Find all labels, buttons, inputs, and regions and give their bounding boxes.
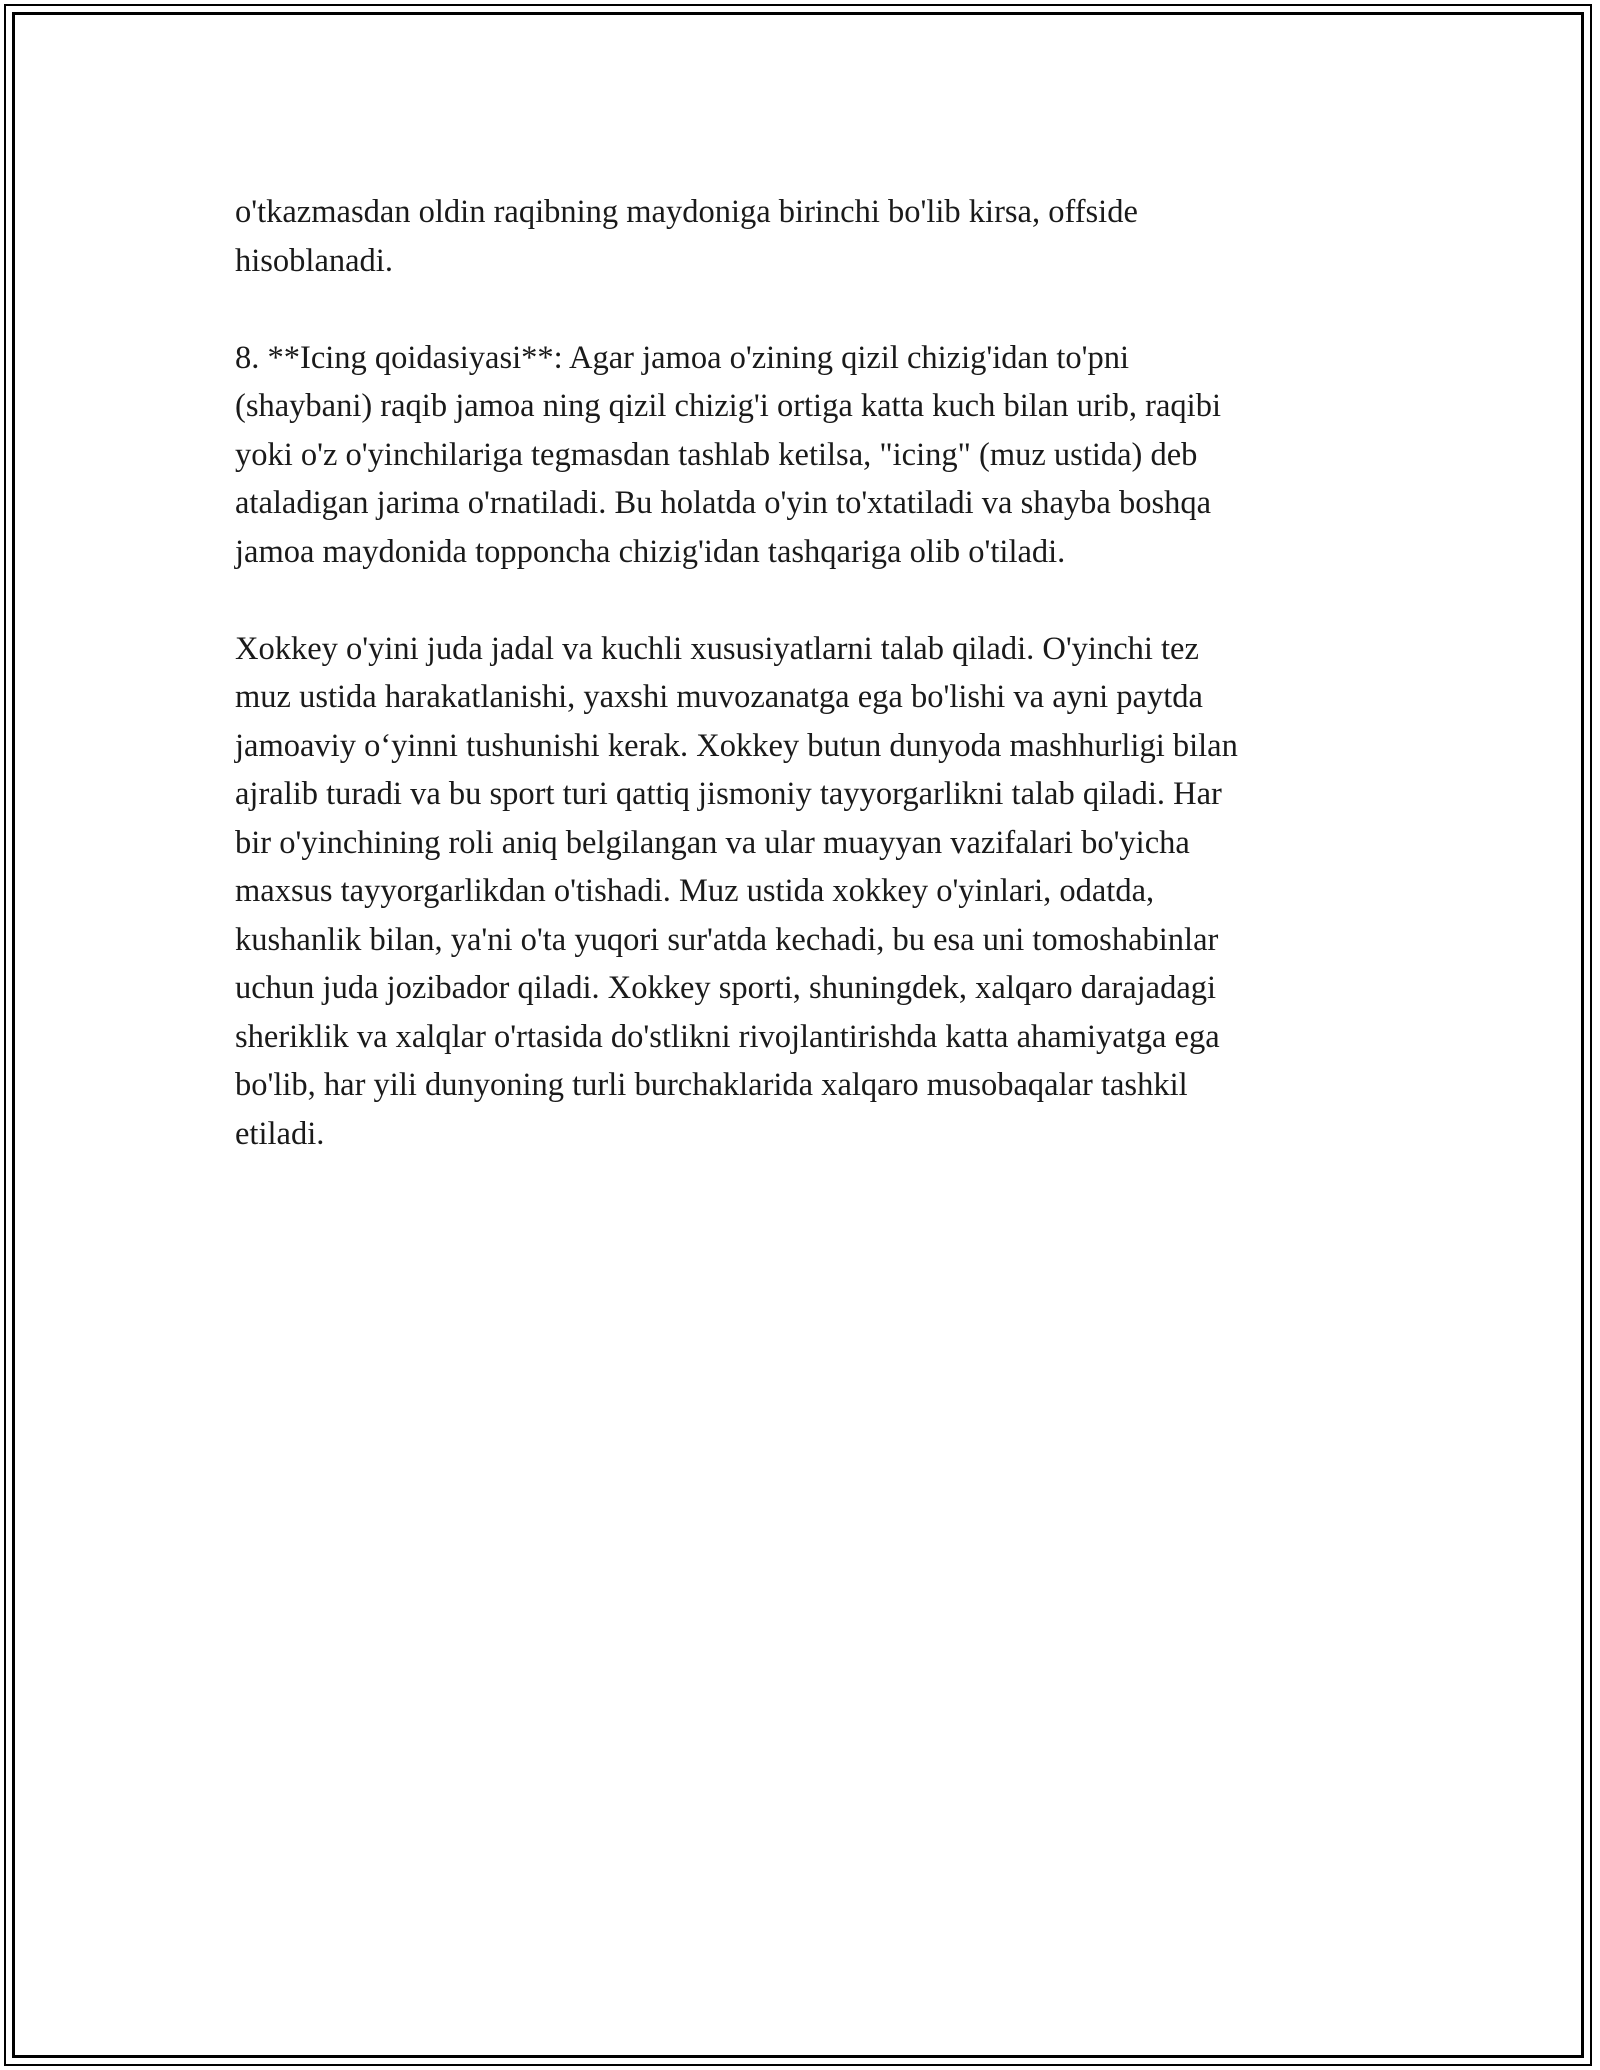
- paragraph-offside-continuation: [235, 188, 1385, 285]
- text-line: etiladi.: [235, 1115, 325, 1152]
- text-line: uchun juda jozibador qiladi. Xokkey sporti, shuningdek, xalqaro darajadagi: [235, 970, 1217, 1006]
- text-line: 8. **Icing qoidasiyasi**: Agar jamoa o'zining qizil chizig'idan to'pni: [235, 339, 1129, 376]
- text-line: ajralib turadi va bu sport turi qattiq jismoniy tayyorgarlikni talab qiladi. Har: [235, 776, 1222, 812]
- text-line: jamoa maydonida topponcha chizig'idan tashqariga olib o'tiladi.: [235, 533, 1066, 570]
- document-body: [235, 188, 1385, 1207]
- text-line: yoki o'z o'yinchilariga tegmasdan tashlab ketilsa, "icing" (muz ustida) deb: [235, 436, 1198, 473]
- text-line: bo'lib, har yili dunyoning turli burchaklarida xalqaro musobaqalar tashkil: [235, 1067, 1188, 1103]
- text-line: jamoaviy o‘yinni tushunishi kerak. Xokkey butun dunyoda mashhurligi bilan: [235, 727, 1238, 764]
- text-line: kushanlik bilan, ya'ni o'ta yuqori sur'atda kechadi, bu esa uni tomoshabinlar: [235, 921, 1219, 958]
- text-line: sheriklik va xalqlar o'rtasida do'stlikni rivojlantirishda katta ahamiyatga ega: [235, 1018, 1220, 1055]
- paragraph-hockey-summary: [235, 625, 1385, 1159]
- text-line: bir o'yinchining roli aniq belgilangan va ular muayyan vazifalari bo'yicha: [235, 824, 1190, 861]
- text-line: muz ustida harakatlanishi, yaxshi muvozanatga ega bo'lishi va ayni paytda: [235, 679, 1203, 715]
- text-line: maxsus tayyorgarlikdan o'tishadi. Muz ustida xokkey o'yinlari, odatda,: [235, 873, 1155, 909]
- paragraph-icing-rule: [235, 334, 1385, 577]
- text-line: o'tkazmasdan oldin raqibning maydoniga birinchi bo'lib kirsa, offside: [235, 194, 1138, 230]
- text-line: ataladigan jarima o'rnatiladi. Bu holatda o'yin to'xtatiladi va shayba boshqa: [235, 485, 1212, 521]
- text-line: (shaybani) raqib jamoa ning qizil chizig'i ortiga katta kuch bilan urib, raqibi: [235, 388, 1221, 424]
- text-line: Xokkey o'yini juda jadal va kuchli xususiyatlarni talab qiladi. O'yinchi tez: [235, 630, 1199, 667]
- text-line: hisoblanadi.: [235, 242, 393, 279]
